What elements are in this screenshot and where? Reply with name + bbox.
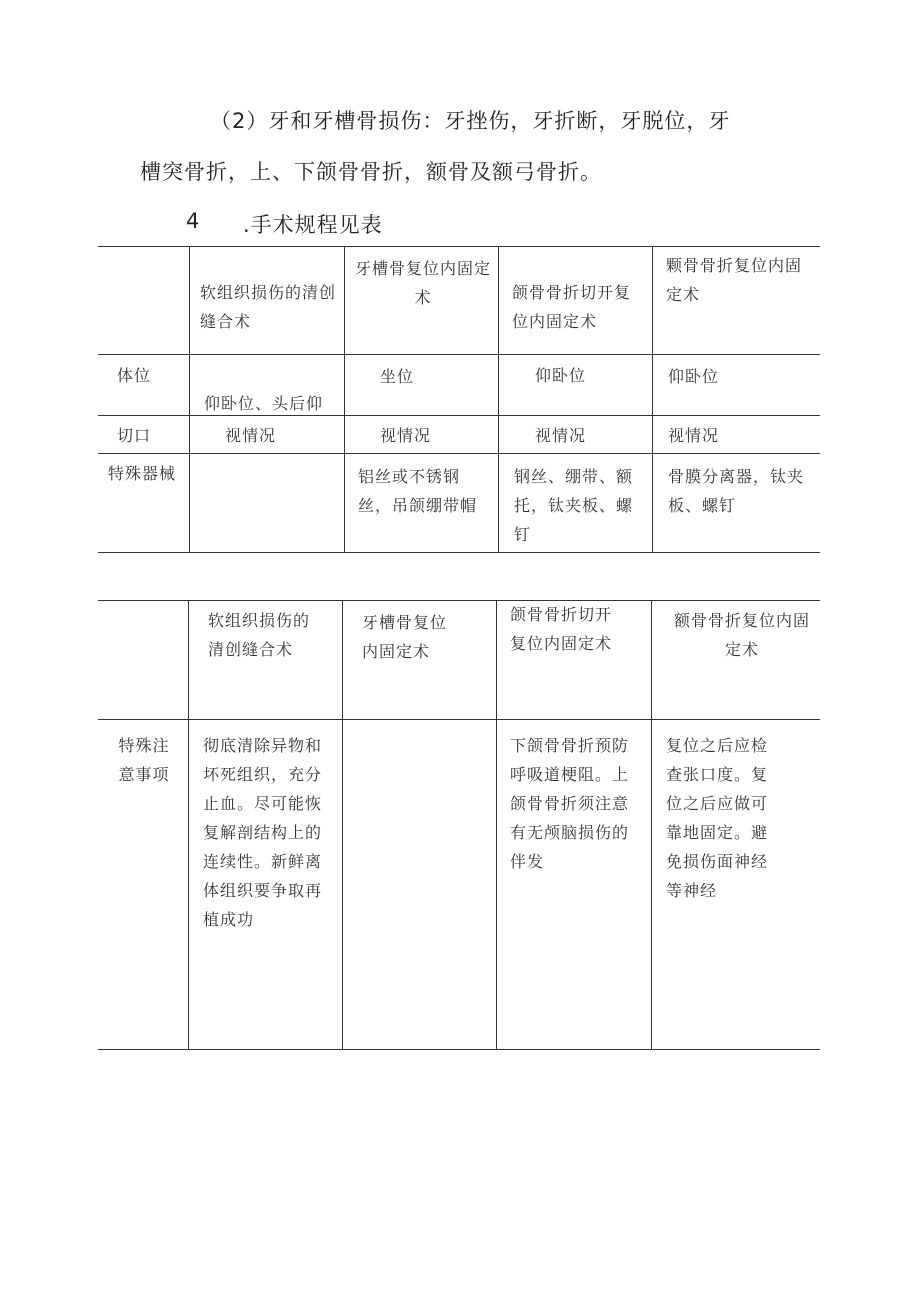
table2-header-jaw-open: 颌骨骨折切开复位内固定术	[510, 605, 613, 653]
table1-header-jaw-open: 颌骨骨折切开复位内固定术	[512, 283, 632, 331]
table1-cell: 视情况	[380, 426, 432, 445]
table2-header-alveolar: 牙槽骨复位内固定术	[362, 613, 448, 661]
table1-cell: 仰卧位、头后仰	[204, 394, 324, 413]
table1-header-alveolar: 牙槽骨复位内固定术	[354, 259, 491, 307]
table1-header-zygoma: 颗骨骨折复位内固定术	[666, 256, 803, 304]
table1-cell: 视情况	[535, 426, 587, 445]
table1-row-label-incision: 切口	[117, 426, 152, 445]
section-number: 4	[186, 209, 201, 233]
table2-row-label-notes: 特殊注意事项	[118, 736, 170, 784]
table1-cell: 仰卧位	[668, 367, 720, 386]
table1-cell: 仰卧位	[535, 366, 587, 385]
table1-cell: 骨膜分离器，钛夹板、螺钉	[668, 467, 805, 515]
table1-row-label-position: 体位	[117, 366, 152, 385]
table2-cell: 下颌骨骨折预防呼吸道梗阻。上颌骨骨折须注意有无颅脑损伤的伴发	[510, 736, 630, 871]
intro-line-1: （2）牙和牙槽骨损伤：牙挫伤，牙折断，牙脱位，牙	[210, 109, 731, 133]
table2-cell: 彻底清除异物和坏死组织，充分止血。尽可能恢复解剖结构上的连续性。新鲜离体组织要争取再植成功	[203, 736, 323, 929]
table1-cell: 视情况	[225, 426, 277, 445]
table1-header-soft-tissue: 软组织损伤的清创缝合术	[200, 283, 337, 331]
table1-cell: 铝丝或不锈钢丝，吊颌绷带帽	[358, 467, 478, 515]
table1-cell: 坐位	[380, 367, 415, 386]
table2-cell: 复位之后应检查张口度。复位之后应做可靠地固定。避免损伤面神经等神经	[666, 736, 769, 900]
table1-cell: 钢丝、绷带、额托，钛夹板、螺钉	[514, 467, 634, 544]
table2-header-soft-tissue: 软组织损伤的清创缝合术	[208, 611, 311, 659]
section-title: .手术规程见表	[243, 213, 383, 237]
intro-line-2: 槽突骨折，上、下颌骨骨折，额骨及额弓骨折。	[140, 160, 602, 184]
table2-header-frontal: 额骨骨折复位内固定术	[673, 611, 810, 659]
table1-row-label-instruments: 特殊器械	[108, 464, 177, 483]
table1-cell: 视情况	[668, 426, 720, 445]
